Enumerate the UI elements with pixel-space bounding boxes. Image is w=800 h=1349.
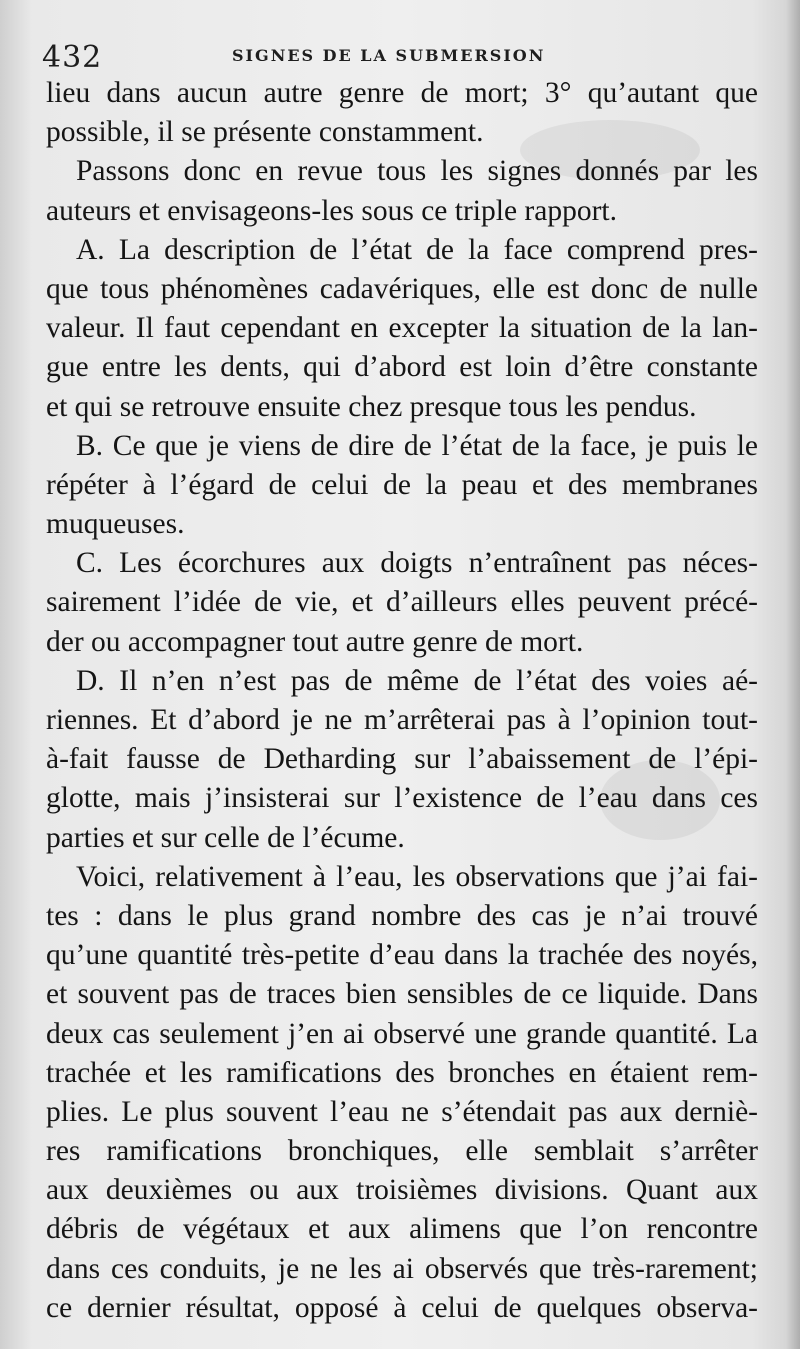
text-line: trachée et les ramifications des bronches en étaient rem- [46,1056,758,1089]
text-line: valeur. Il faut cependant en excepter la situation de la lan- [46,312,758,345]
text-line: der ou accompagner tout autre genre de mort. [46,625,584,658]
text-line: riennes. Et d’abord je ne m’arrêterai pas à l’opinion tout- [46,704,758,736]
text-line: parties et sur celle de l’écume. [46,821,405,854]
text-line: A. La description de l’état de la face comprend pres- [76,233,758,266]
page-gutter-shadow [786,0,800,1349]
text-line: que tous phénomènes cadavériques, elle est donc de nulle [46,272,758,305]
text-line: plies. Le plus souvent l’eau ne s’étendait pas aux derniè- [46,1095,758,1128]
text-line: D. Il n’en n’est pas de même de l’état des voies aé- [76,664,758,697]
text-line: ce dernier résultat, opposé à celui de quelques observa- [46,1291,758,1324]
text-line: C. Les écorchures aux doigts n’entraînent pas néces- [76,547,758,580]
text-line: muqueuses. [46,508,185,541]
text-line: gue entre les dents, qui d’abord est loin d’être constante [46,351,758,384]
text-line: et qui se retrouve ensuite chez presque tous les pendus. [46,390,697,423]
text-line: répéter à l’égard de celui de la peau et des membranes [46,468,758,501]
text-line: et souvent pas de traces bien sensibles de ce liquide. Dans [46,978,758,1011]
text-line: sairement l’idée de vie, et d’ailleurs elles peuvent précé- [46,586,758,619]
text-line: aux deuxièmes ou aux troisièmes divisions. Quant aux [46,1174,758,1207]
body-text [46,74,758,1328]
running-title: SIGNES DE LA SUBMERSION [232,46,546,65]
text-line: deux cas seulement j’en ai observé une grande quantité. La [46,1017,758,1050]
running-head [42,36,757,76]
text-line: dans ces conduits, je ne les ai observés que très-rarement; [46,1252,758,1285]
text-line: qu’une quantité très-petite d’eau dans la trachée des noyés, [46,939,758,972]
text-line: res ramifications bronchiques, elle semblait s’arrêter [46,1135,758,1168]
text-line: à-fait fausse de Detharding sur l’abaissement de l’épi- [46,743,758,776]
text-line: Voici, relativement à l’eau, les observations que j’ai fai- [76,860,758,893]
text-line: auteurs et envisageons-les sous ce triple rapport. [46,194,617,227]
text-line: Passons donc en revue tous les signes donnés par les [76,155,758,188]
text-line: glotte, mais j’insisterai sur l’existence de l’eau dans ces [46,782,758,815]
text-line: tes : dans le plus grand nombre des cas je n’ai trouvé [46,899,758,932]
page-number: 432 [42,40,103,75]
text-line: B. Ce que je viens de dire de l’état de la face, je puis le [76,429,758,462]
text-line: débris de végétaux et aux alimens que l’on rencontre [46,1213,758,1246]
text-line: possible, il se présente constamment. [46,116,484,149]
text-line: lieu dans aucun autre genre de mort; 3° qu’autant que [46,77,758,109]
